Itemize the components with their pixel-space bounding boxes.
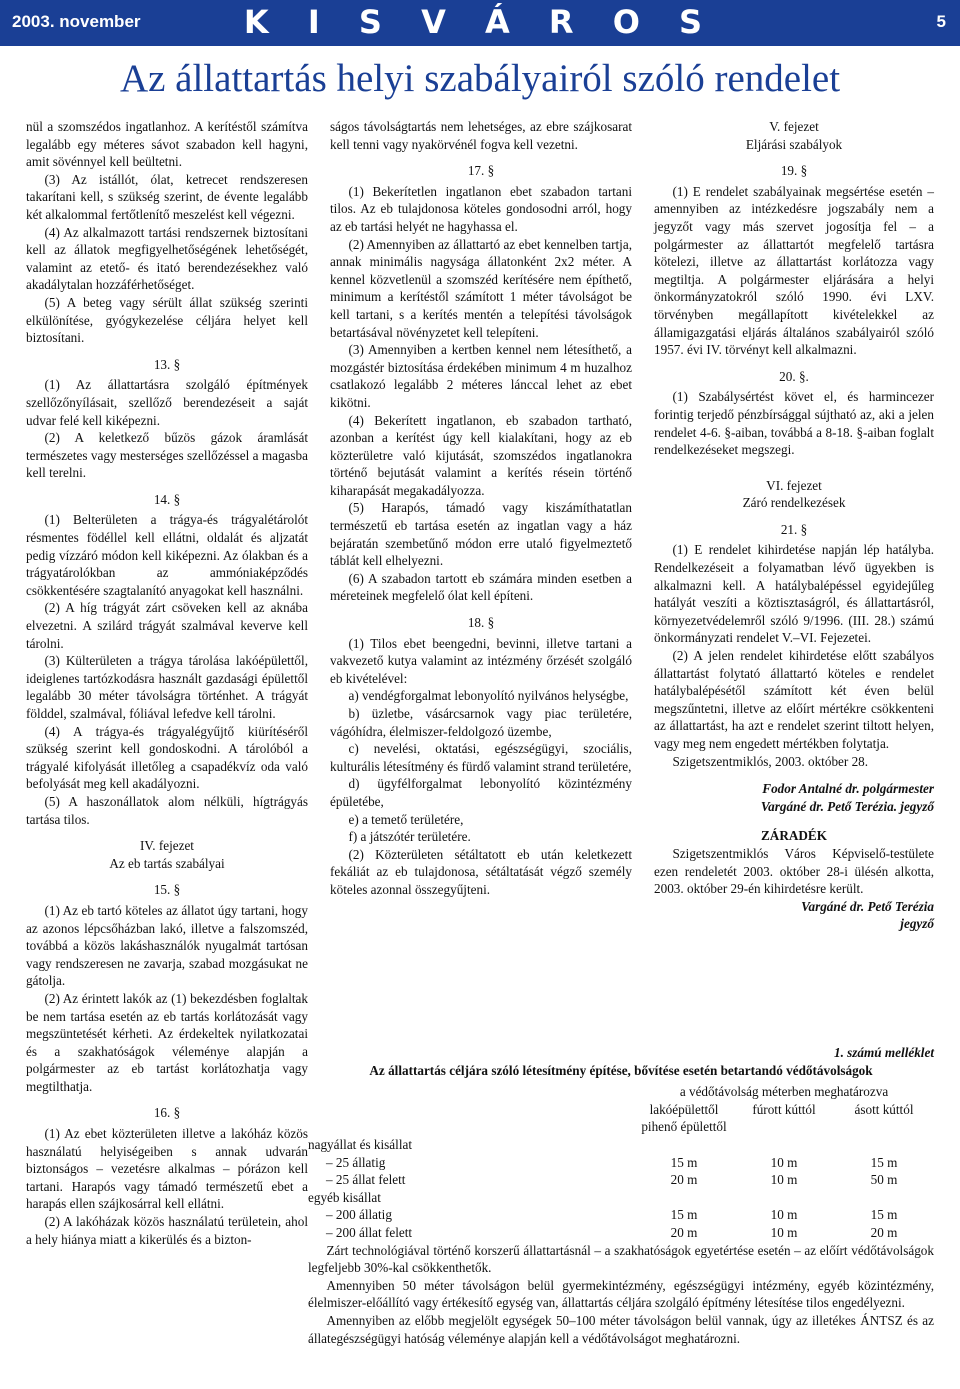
page-header [0, 0, 960, 46]
section-heading: 14. § [153, 491, 181, 507]
paragraph: (6) A szabadon tartott eb számára minden esetben a méreteinek megfelelő ólat kell építeni. [330, 570, 632, 604]
paragraph: (3) Az istállót, ólat, ketrecet rendszeresen takarítani kell, s szükség szerint, de évente legalább két alkalommal fertőtlenítő meszelést kell végezni. [26, 171, 308, 222]
chapter-heading: VI. fejezet [766, 477, 822, 493]
signature-notary: Vargáné dr. Pető Terézia. jegyző [760, 798, 934, 814]
chapter-title: Az eb tartás szabályai [109, 855, 225, 871]
table-row [308, 1154, 934, 1172]
section-heading: 15. § [153, 882, 181, 898]
section-heading: 20. §. [779, 368, 809, 384]
clause-heading: ZÁRADÉK [761, 828, 827, 844]
issue-date: 2003. november [12, 12, 141, 31]
distance-table [308, 1083, 934, 1241]
row-label: – 200 állat felett [326, 1224, 413, 1240]
date-place: Szigetszentmiklós, 2003. október 28. [672, 753, 869, 769]
list-item: f) a játszótér területére. [348, 829, 471, 845]
paragraph: ságos távolságtartás nem lehetséges, az ebre szájkosarat kell tenni vagy nyakörvénél fogva kell vezetni. [330, 119, 632, 152]
paragraph: (3) Amennyiben a kertben kennel nem létesíthető, a mozgástér biztosítása érdekében minimum 4 m huzalhoz csatlakozó legalább 2 méteres lánccal lehet az ebet kikötni. [330, 342, 632, 410]
paragraph: (1) Az állattartásra szolgáló építmények szellőzőnyílásait, szellőző berendezéseit a saját udvar felé kell kiképezni. [26, 377, 308, 428]
section-heading: 18. § [467, 615, 495, 631]
row-label: egyéb kisállat [308, 1189, 381, 1205]
row-label: – 200 állatig [326, 1207, 392, 1223]
paragraph: (2) A lakóházak közös használatú területein, ahol a hely hiánya miatt a kikerülés és a bizton- [26, 1214, 308, 1247]
paragraph: (3) Külterületen a trágya tárolása lakóépülettől, ideiglenes tartózkodásra használt gazdasági épülettől legalább 30 méter távolságra történhet. A trágyát földdel, szalmával, fóliával lefedve kell tárolni. [26, 653, 308, 721]
column-2 [330, 118, 632, 899]
paragraph: (1) E rendelet kihirdetése napján lép hatályba. Rendelkezéseit a folyamatban lévő ügyekben is alkalmazni kell. A hatálybalépéssel egyidejűleg hatályát veszíti a köztisztaságról, és állattartásról, környezetvédelemről szóló 9/1996. (III. 28.) számú önkormányzati rendelet V.–VI. Fejezetei. [654, 542, 934, 646]
paragraph: (4) A trágya-és trágyalégyűjtő kiürítéséről szükség szerint kell gondoskodni. A tárolóból a trágyalé kifolyását illetőleg a csapadékvíz oda való befolyását meg kell akadályozni. [26, 723, 308, 792]
table-cell: 15 m [670, 1207, 698, 1223]
paragraph: Szigetszentmiklós Város Képviselő-testülete ezen rendeletét 2003. október 28-i ülésén alkotta, 2003. október 29-én kihirdetésre került. [654, 845, 934, 897]
table-cell: 15 m [870, 1207, 898, 1223]
paragraph: (2) A jelen rendelet kihirdetése előtt szabályos állattartást folytató állattartó köteles e rendelet hatálybalépésétől számított két éven belül megszűntetni, illetve az előírt mértékre csökkenteni az állattartást, ha azt e rendelet szerint tiltott helyen, vagy meg nem engedett mértékben folytatja. [654, 648, 934, 751]
row-label: nagyállat és kisállat [308, 1136, 412, 1152]
row-label: – 25 állatig [326, 1154, 386, 1170]
paragraph: (2) Amennyiben az állattartó az ebet kennelben tartja, annak minimális nagysága állatonként 2x2 méter. A kennel közvetlenül a szomszéd kerítésére nem építhető, minimum a kerítéstől számított 1 méter távolságot be kell tartani, s a kerítés mentén a telepítési távolságok betartásával növényzetet kell telepíteni. [330, 236, 632, 340]
annex-label: 1. számú melléklet [833, 1045, 934, 1060]
signature-title: jegyző [900, 916, 934, 932]
signature-mayor: Fodor Antalné dr. polgármester [762, 781, 934, 797]
column-3 [654, 118, 934, 933]
table-cell: 20 m [670, 1172, 698, 1188]
list-item: d) ügyfélforgalmat lebonyolító közintézmény épületébe, [330, 776, 632, 809]
row-label: – 25 állat felett [326, 1172, 406, 1188]
paragraph: (5) A beteg vagy sérült állat szükség szerinti elkülönítése, gyógykezelése céljára helyet kell biztosítani. [26, 294, 308, 346]
column-subheader: pihenő épülettől [641, 1119, 727, 1135]
table-row [308, 1189, 934, 1207]
paragraph: (1) E rendelet szabályainak megsértése esetén – amennyiben az intézkedésre jogszabály nem a jegyzőt vagy más szervet jogosítja fel – a polgármester az állattartót megfelelő tartásra kötelezi, illetve az állattartást korlátozza vagy megtiltja. A polgármester eljárására a helyi önkormányzatokról szóló 1990. évi LXV. törvényben megállapított kivételekkel az államigazgatási eljárás általános szabályairól szóló 1957. évi IV. törvényt kell alkalmazni. [654, 183, 934, 358]
table-cell [834, 1136, 934, 1154]
article-title: Az állattartás helyi szabályairól szóló rendelet [119, 57, 841, 100]
annex-note: Amennyiben 50 méter távolságon belül gyermekintézmény, egészségügyi intézmény, egyéb közintézmény, élelmiszer-előállító vagy értékesítő egység van, állattartás céljára szolgáló építmény létesítése tilos engedélyezni. [308, 1277, 934, 1311]
paragraph: (5) A haszonállatok alom nélküli, hígtrágyás tartása tilos. [26, 793, 308, 827]
section-heading: 19. § [780, 163, 808, 179]
table-header-row [308, 1118, 934, 1136]
paragraph: nül a szomszédos ingatlanhoz. A kerítéstől számítva legalább egy méteres sávot szabadon kell hagyni, amit sövénnyel kell beültetni. [26, 119, 308, 170]
chapter-heading: V. fejezet [769, 119, 819, 134]
list-item: b) üzletbe, vásárcsarnok vagy piac területére, vágóhídra, élelmiszer-feldolgozó üzembe, [330, 706, 632, 739]
table-cell: 10 m [770, 1154, 798, 1170]
paragraph: (4) Bekerített ingatlanon, eb szabadon tartható, azonban a kerítést úgy kell kialakítani, hogy az eb közterületre való kijutását, szomszédos ingatlanokra történő bejutását valamint a kerítés résein történő kiharapását megakadályozza. [330, 412, 632, 498]
paragraph: (1) Az ebet közterületen illetve a lakóház közös használatú helyiségeiben s annak udvarán biztonságos – vezetésre alkalmas – pórázon kell tartani. Harapós vagy támadó természetű ebet a harapás ellen szájkosárral kell ellátni. [26, 1126, 308, 1212]
table-cell: 20 m [870, 1224, 898, 1240]
paragraph: (1) Szabálysértést követ el, és harmincezer forintig terjedő pénzbírsággal sújtható az, aki a jelen rendelet 4-6. §-aiban, továbbá a 8-18. §-aiban foglalt rendelkezéseket megszegi. [654, 389, 934, 458]
table-header-row [308, 1101, 934, 1119]
column-header: lakóépülettől [649, 1101, 719, 1117]
table-cell: 10 m [770, 1172, 798, 1188]
annex-note: Amennyiben az előbb megjelölt egységek 50–100 méter távolságon belül vannak, úgy az illetékes ÁNTSZ és az állategészségügyi hatóság véleménye alapján kell a védőtávolságot meghatározni. [308, 1312, 934, 1346]
column-1 [26, 118, 308, 1248]
section-heading: 13. § [153, 356, 181, 372]
paragraph: (5) Harapós, támadó vagy kiszámíthatatlan természetű eb tartása esetén az ingatlan vagy a ház bejáratán szembetűnő módon erre utaló figyelmeztető táblát kell elhelyezni. [330, 500, 632, 569]
column-header: fúrott kúttól [752, 1101, 816, 1117]
column-header: ásott kúttól [854, 1101, 914, 1117]
list-item: a) vendégforgalmat lebonyolító nyilvános helységbe, [348, 688, 629, 704]
table-cell: 50 m [870, 1172, 898, 1188]
paragraph: (2) Közterületen sétáltatott eb után keletkezett fekáliát az eb tulajdonosa, sétáltatását végző személy köteles azonnal összegyűjteni. [330, 846, 632, 897]
list-item: e) a temető területére, [348, 811, 464, 827]
table-cell [834, 1189, 934, 1207]
table-cell: 10 m [770, 1224, 798, 1240]
paragraph: (2) Az érintett lakók az (1) bekezdésben foglaltak be nem tartása esetén az eb tartás korlátozását vagy megszüntetését kérheti. Az érdekeltek nyilatkozatai és a szakhatóságok véleménye alapján a polgármester az eb tartást korlátozhatja vagy megtilthatja. [26, 990, 308, 1094]
chapter-heading: IV. fejezet [140, 838, 194, 854]
table-row [308, 1136, 934, 1154]
section-heading: 17. § [467, 163, 495, 179]
annex-note: Zárt technológiával történő korszerű állattartásnál – a szakhatóságok egyetértése esetén – az előírt védőtávolságok legfeljebb 30%-kal csökkenthetők. [308, 1242, 934, 1276]
table-row [308, 1224, 934, 1242]
section-heading: 21. § [780, 521, 808, 537]
annex-title: Az állattartás céljára szóló létesítmény építése, bővítése esetén betartandó védőtávolságok [369, 1062, 873, 1078]
paragraph: (1) Bekerítetlen ingatlanon ebet szabadon tartani tilos. Az eb tulajdonosa köteles gondosodni arról, hogy az eb tartási helyét ne hagyhassa el. [330, 183, 632, 234]
table-row [308, 1171, 934, 1189]
table-cell: 10 m [770, 1207, 798, 1223]
table-cell [634, 1136, 734, 1154]
signature-notary: Vargáné dr. Pető Terézia [801, 898, 934, 914]
paragraph: (1) Belterületen a trágya-és trágyalétárolót résmentes födéllel kell ellátni, oldalát és aljzatát pedig vízzáró módon kell kiképezni. Az ólakban és a trágyatárolókban az ammóniaképződés csökkentésére szagtalanító anyagokat kell használni. [26, 512, 308, 598]
annex [308, 1044, 934, 1347]
table-cell [734, 1189, 834, 1207]
table-cell: 15 m [670, 1154, 698, 1170]
section-heading: 16. § [153, 1105, 181, 1121]
list-item: c) nevelési, oktatási, egészségügyi, szociális, kulturális létesítmény és fürdő valamint strand területére, [330, 741, 632, 774]
table-cell [634, 1189, 734, 1207]
paragraph: (1) Az eb tartó köteles az állatot úgy tartani, hogy az azonos lépcsőházban lakó, illetve a falszomszéd, továbbá a közös lakáshasználók nyugalmát tartósan vagy rendszeresen ne zavarja, szabad mozgásukat ne gátolja. [26, 902, 308, 989]
paragraph: (1) Tilos ebet beengedni, bevinni, illetve tartani a vakvezető kutya valamint az intézmény őrzését szolgáló eb kivételével: [330, 635, 632, 686]
paragraph: (2) A keletkező bűzös gázok áramlását természetes vagy mesterséges szellőzéssel a magasba kell terelni. [26, 430, 308, 481]
table-header: a védőtávolság méterben meghatározva [679, 1084, 889, 1100]
paragraph: (2) A híg trágyát zárt csöveken kell az aknába elvezetni. A szilárd trágyát szalmával keverve kell tárolni. [26, 600, 308, 651]
newspaper-title: K I S V Á R O S [243, 3, 717, 41]
paragraph: (4) Az alkalmazott tartási rendszernek biztosítani kell az állatok megfigyelhetőségének lehetőségét, valamint az etető- és itató berendezésekhez való akadálytalan hozzáférhetőséget. [26, 224, 308, 293]
chapter-title: Záró rendelkezések [742, 495, 846, 511]
chapter-title: Eljárási szabályok [745, 136, 843, 152]
table-cell: 20 m [670, 1224, 698, 1240]
table-header-row [308, 1083, 934, 1101]
table-row [308, 1206, 934, 1224]
table-cell: 15 m [870, 1154, 898, 1170]
table-cell [734, 1136, 834, 1154]
page-number: 5 [936, 12, 946, 31]
